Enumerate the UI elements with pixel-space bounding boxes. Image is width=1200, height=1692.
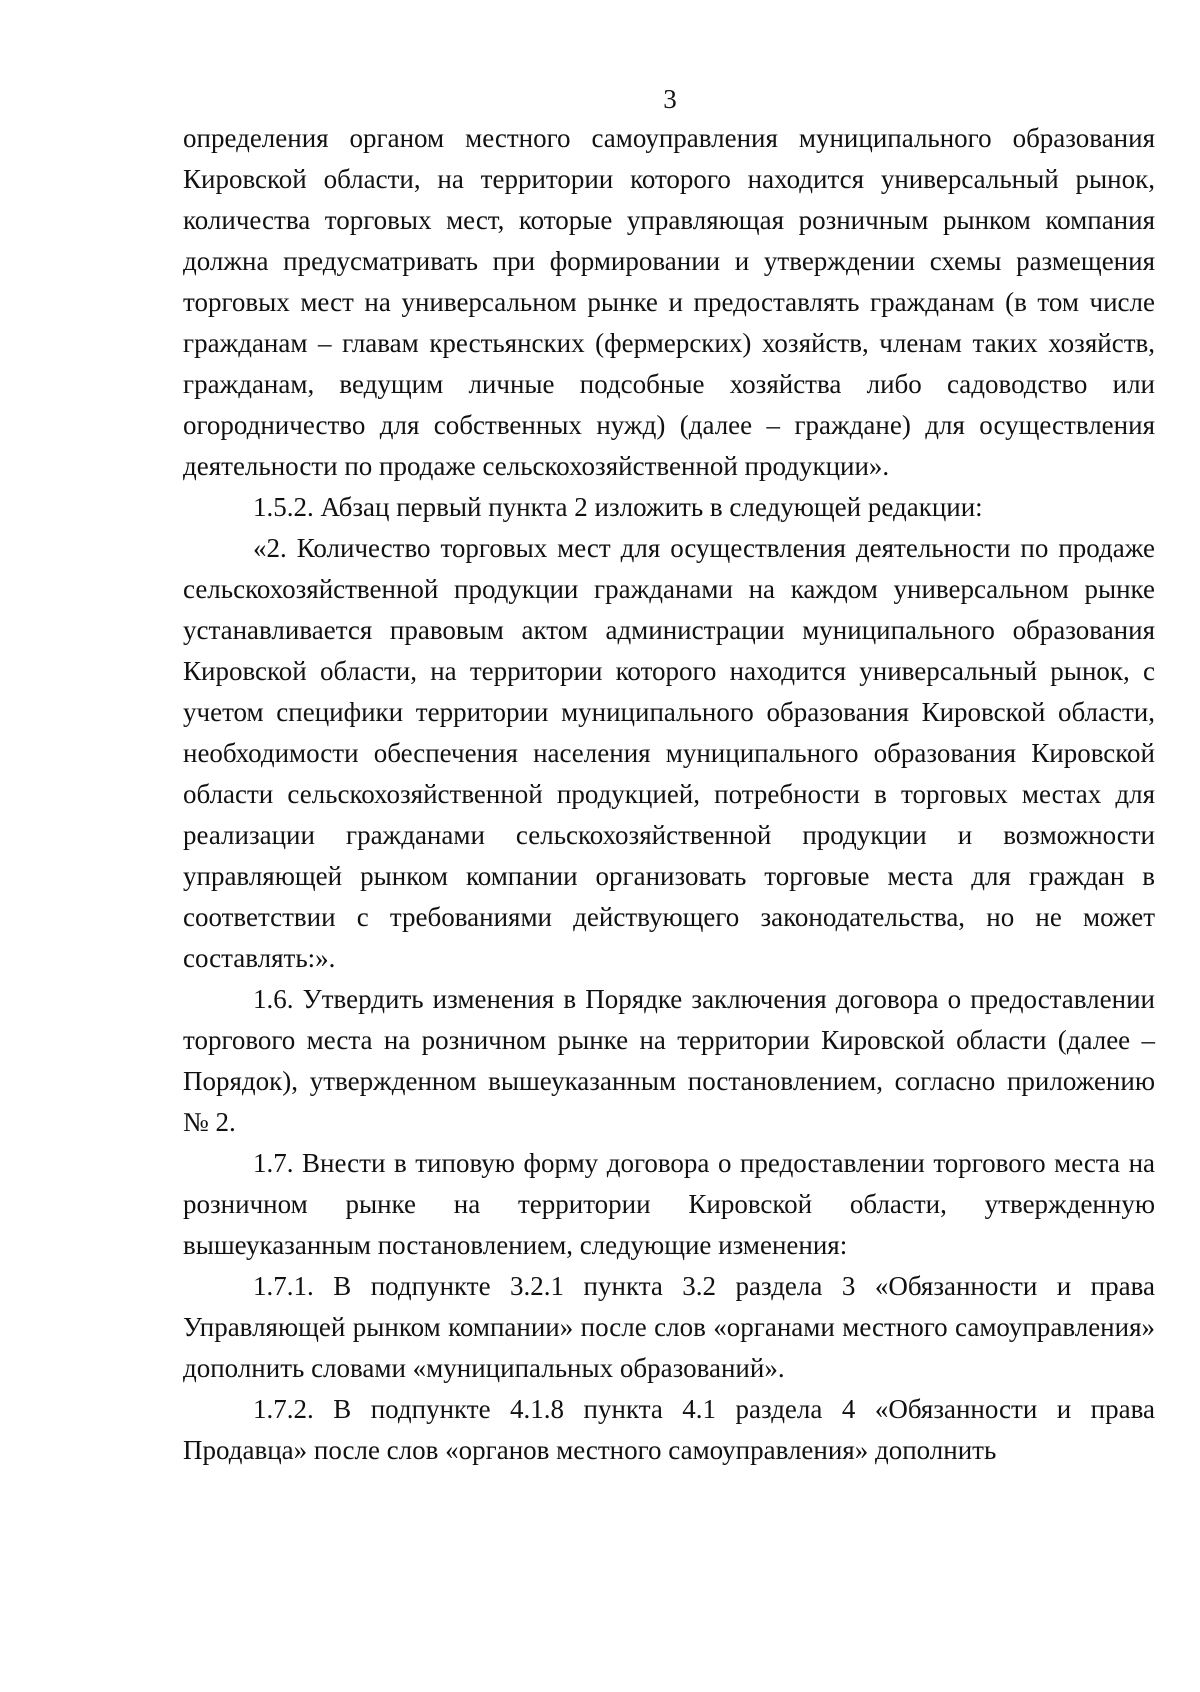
- document-body: [183, 118, 1155, 1471]
- paragraph-continuation: определения органом местного самоуправления муниципального образования Кировской области, на территории которого находится универсальный рынок, количества торговых мест, которые управляющая розничным рынком компания должна предусматривать при формировании и утверждении схемы размещения торговых мест на универсальном рынке и предоставлять гражданам (в том числе гражданам – главам крестьянских (фермерских) хозяйств, членам таких хозяйств, гражданам, ведущим личные подсобные хозяйства либо садоводство или огородничество для собственных нужд) (далее – граждане) для осуществления деятельности по продаже сельскохозяйственной продукции».: [183, 123, 1155, 481]
- paragraph-1-5-2: 1.5.2. Абзац первый пункта 2 изложить в следующей редакции:: [253, 492, 983, 522]
- page-number: 3: [663, 84, 677, 114]
- paragraph-1-6: 1.6. Утвердить изменения в Порядке заключения договора о предоставлении торгового места на розничном рынке на территории Кировской области (далее – Порядок), утвержденном вышеуказанным постановлением, согласно приложению № 2.: [183, 984, 1155, 1137]
- paragraph-1-7-2: 1.7.2. В подпункте 4.1.8 пункта 4.1 раздела 4 «Обязанности и права Продавца» после слов «органов местного самоуправления» дополнить: [183, 1394, 1155, 1465]
- paragraph-1-7: 1.7. Внести в типовую форму договора о предоставлении торгового места на розничном рынке на территории Кировской области, утвержденную вышеуказанным постановлением, следующие изменения:: [183, 1148, 1155, 1260]
- paragraph-1-7-1: 1.7.1. В подпункте 3.2.1 пункта 3.2 раздела 3 «Обязанности и права Управляющей рынком компании» после слов «органами местного самоуправления» дополнить словами «муниципальных образований».: [183, 1271, 1155, 1383]
- paragraph-quoted-item-2: «2. Количество торговых мест для осуществления деятельности по продаже сельскохозяйственной продукции гражданами на каждом универсальном рынке устанавливается правовым актом администрации муниципального образования Кировской области, на территории которого находится универсальный рынок, с учетом специфики территории муниципального образования Кировской области, необходимости обеспечения населения муниципального образования Кировской области сельскохозяйственной продукцией, потребности в торговых местах для реализации гражданами сельскохозяйственной продукции и возможности управляющей рынком компании организовать торговые места для граждан в соответствии с требованиями действующего законодательства, но не может составлять:».: [183, 533, 1155, 973]
